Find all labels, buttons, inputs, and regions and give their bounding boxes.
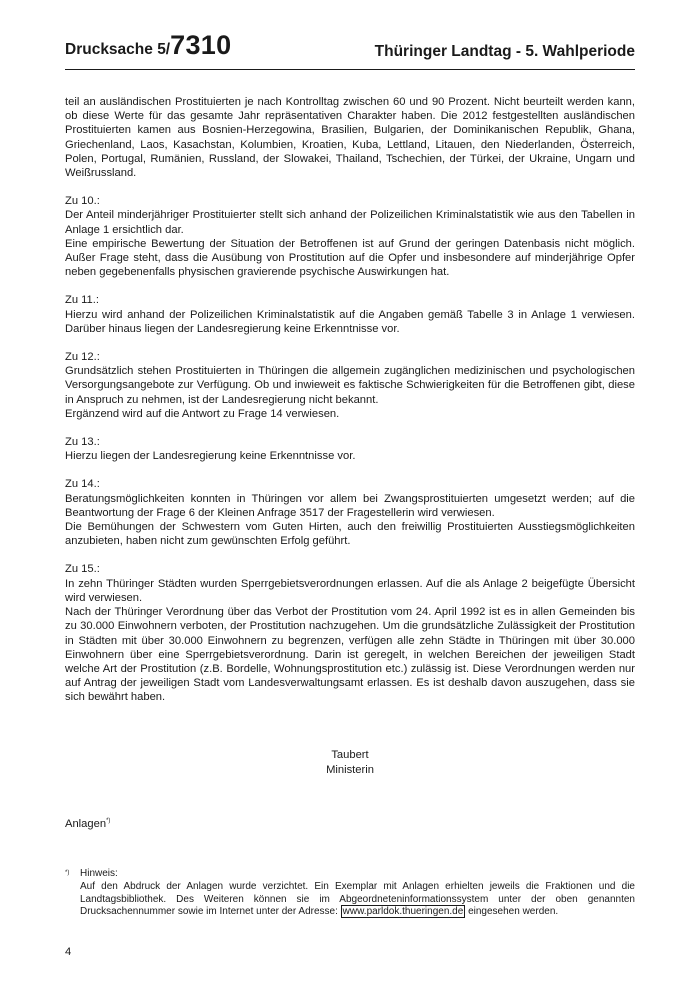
section-label: Zu 10.:: [65, 195, 100, 208]
paragraph: Nach der Thüringer Verordnung über das Verbot der Prostitution vom 24. April 1992 ist es in allen Gemeinden bis zu 30.000 Einwohnern verboten, der Prostitution nachzugehen. Um die grundsätzliche Zulässigkeit der Prostitution in Städten mit über 30.000 Einwohnern zu begrenzen, verfügen alle zehn Städte in Thüringen mit über 30.000 Einwohnern über eine Sperrgebietsverordnung. Darin ist geregelt, in welchen Bereichen der jeweiligen Stadt welche Art der Prostitution (z.B. Bordelle, Wohnungsprostitution etc.) zulässig ist. Diese Verordnungen werden nur auf Antrag der jeweiligen Stadt vom Landesverwaltungsamt erlassen. Es ist deshalb davon auszugehen, dass sie sich bewährt haben.: [65, 606, 635, 704]
section-14: [65, 477, 635, 548]
section-label: Zu 11.:: [65, 294, 99, 307]
section-label: Zu 15.:: [65, 563, 100, 576]
paragraph: Die Bemühungen der Schwestern vom Guten Hirten, auch den freiwillig Prostituierten Ausstiegsmöglichkeiten anzubieten, haben nicht zum gewünschten Erfolg geführt.: [65, 521, 635, 548]
page-number: 4: [65, 946, 72, 958]
paragraph: Hierzu liegen der Landesregierung keine Erkenntnisse vor.: [65, 450, 356, 463]
footnote-heading: Hinweis:: [80, 868, 118, 879]
section-13: [65, 435, 635, 463]
footnote-reference: *): [106, 818, 111, 824]
paragraph: Beratungsmöglichkeiten konnten in Thüringen vor allem bei Zwangsprostituierten umgesetzt werden; auf die Beantwortung der Frage 6 der Kleinen Anfrage 3517 der Fragestellerin wird verwiesen.: [65, 492, 635, 519]
document-prefix: Drucksache 5/: [65, 41, 171, 58]
attachments-label: Anlagen: [65, 818, 107, 830]
document-number: [65, 30, 231, 61]
paragraph: Hierzu wird anhand der Polizeilichen Kriminalstatistik auf die Angaben gemäß Tabelle 3 in Anlage 1 verwiesen. Darüber hinaus liegen der Landesregierung keine Erkenntnisse vor.: [65, 308, 635, 335]
section-10: [65, 194, 635, 279]
signature-block: [65, 748, 635, 778]
section-label: Zu 13.:: [65, 436, 100, 449]
footnote-text-after: eingesehen werden.: [465, 906, 559, 918]
paragraph: Ergänzend wird auf die Antwort zu Frage 14 verwiesen.: [65, 407, 340, 420]
footnote-mark: *): [65, 870, 70, 876]
signatory-name: Taubert: [331, 749, 369, 761]
section-label: Zu 12.:: [65, 351, 100, 364]
parliament-title: Thüringer Landtag - 5. Wahlperiode: [374, 43, 635, 60]
paragraph: Der Anteil minderjähriger Prostituierter stellt sich anhand der Polizeilichen Kriminalstatistik wie aus den Tabellen in Anlage 1 ersichtlich dar.: [65, 209, 635, 236]
intro-paragraph: teil an ausländischen Prostituierten je nach Kontrolltag zwischen 60 und 90 Prozent. Nicht beurteilt werden kann, ob diese Werte für das gesamte Jahr repräsentativen Charakter haben. Die 2012 festgestellten ausländischen Prostituierten kamen aus Bosnien-Herzegowina, Brasilien, Bulgarien, der Dominikanischen Republik, Ghana, Griechenland, Laos, Kasachstan, Kolumbien, Kroatien, Kuba, Lettland, Litauen, den Niederlanden, Österreich, Polen, Portugal, Rumänien, Russland, der Slowakei, Thailand, Tschechien, der Türkei, der Ukraine, Ungarn und Weißrussland.: [65, 96, 635, 180]
section-label: Zu 14.:: [65, 478, 100, 491]
header-divider: [65, 69, 635, 70]
paragraph: In zehn Thüringer Städten wurden Sperrgebietsverordnungen erlassen. Auf die als Anlage 2 beigefügte Übersicht wird verwiesen.: [65, 577, 635, 604]
parldok-link[interactable]: www.parldok.thueringen.de: [342, 906, 464, 918]
section-15: [65, 562, 635, 704]
footnote: [80, 868, 635, 919]
paragraph: Eine empirische Bewertung der Situation der Betroffenen ist auf Grund der geringen Datenbasis nicht möglich. Außer Frage steht, dass die Ausübung von Prostitution auf die Opfer und insbesondere auf minderjährige Opfer neben gegebenenfalls physischen gravierende psychische Auswirkungen hat.: [65, 237, 635, 279]
section-12: [65, 350, 635, 421]
signatory-title: Ministerin: [326, 764, 374, 776]
document-body: [65, 95, 635, 705]
footnote-text: [80, 881, 635, 919]
footnote-text-before: Auf den Abdruck der Anlagen wurde verzichtet. Ein Exemplar mit Anlagen erhielten jeweils die Fraktionen und die Landtagsbibliothek. Des Weiteren können sie im Abgeordneteninformationssystem unter der oben genannten Drucksachennummer sowie im Internet unter der Adresse:: [80, 880, 635, 918]
paragraph: Grundsätzlich stehen Prostituierten in Thüringen die allgemein zugänglichen medizinischen und psychologischen Versorgungsangebote zur Verfügung. Ob und inwieweit es faktische Schwierigkeiten für die Betroffenen gibt, diese in Anspruch zu nehmen, ist der Landesregierung nicht bekannt.: [65, 365, 635, 406]
document-number-value: 7310: [170, 30, 232, 60]
page-header: [65, 30, 635, 70]
attachments-note: [65, 818, 110, 830]
intro-section: [65, 95, 635, 180]
section-11: [65, 293, 635, 336]
